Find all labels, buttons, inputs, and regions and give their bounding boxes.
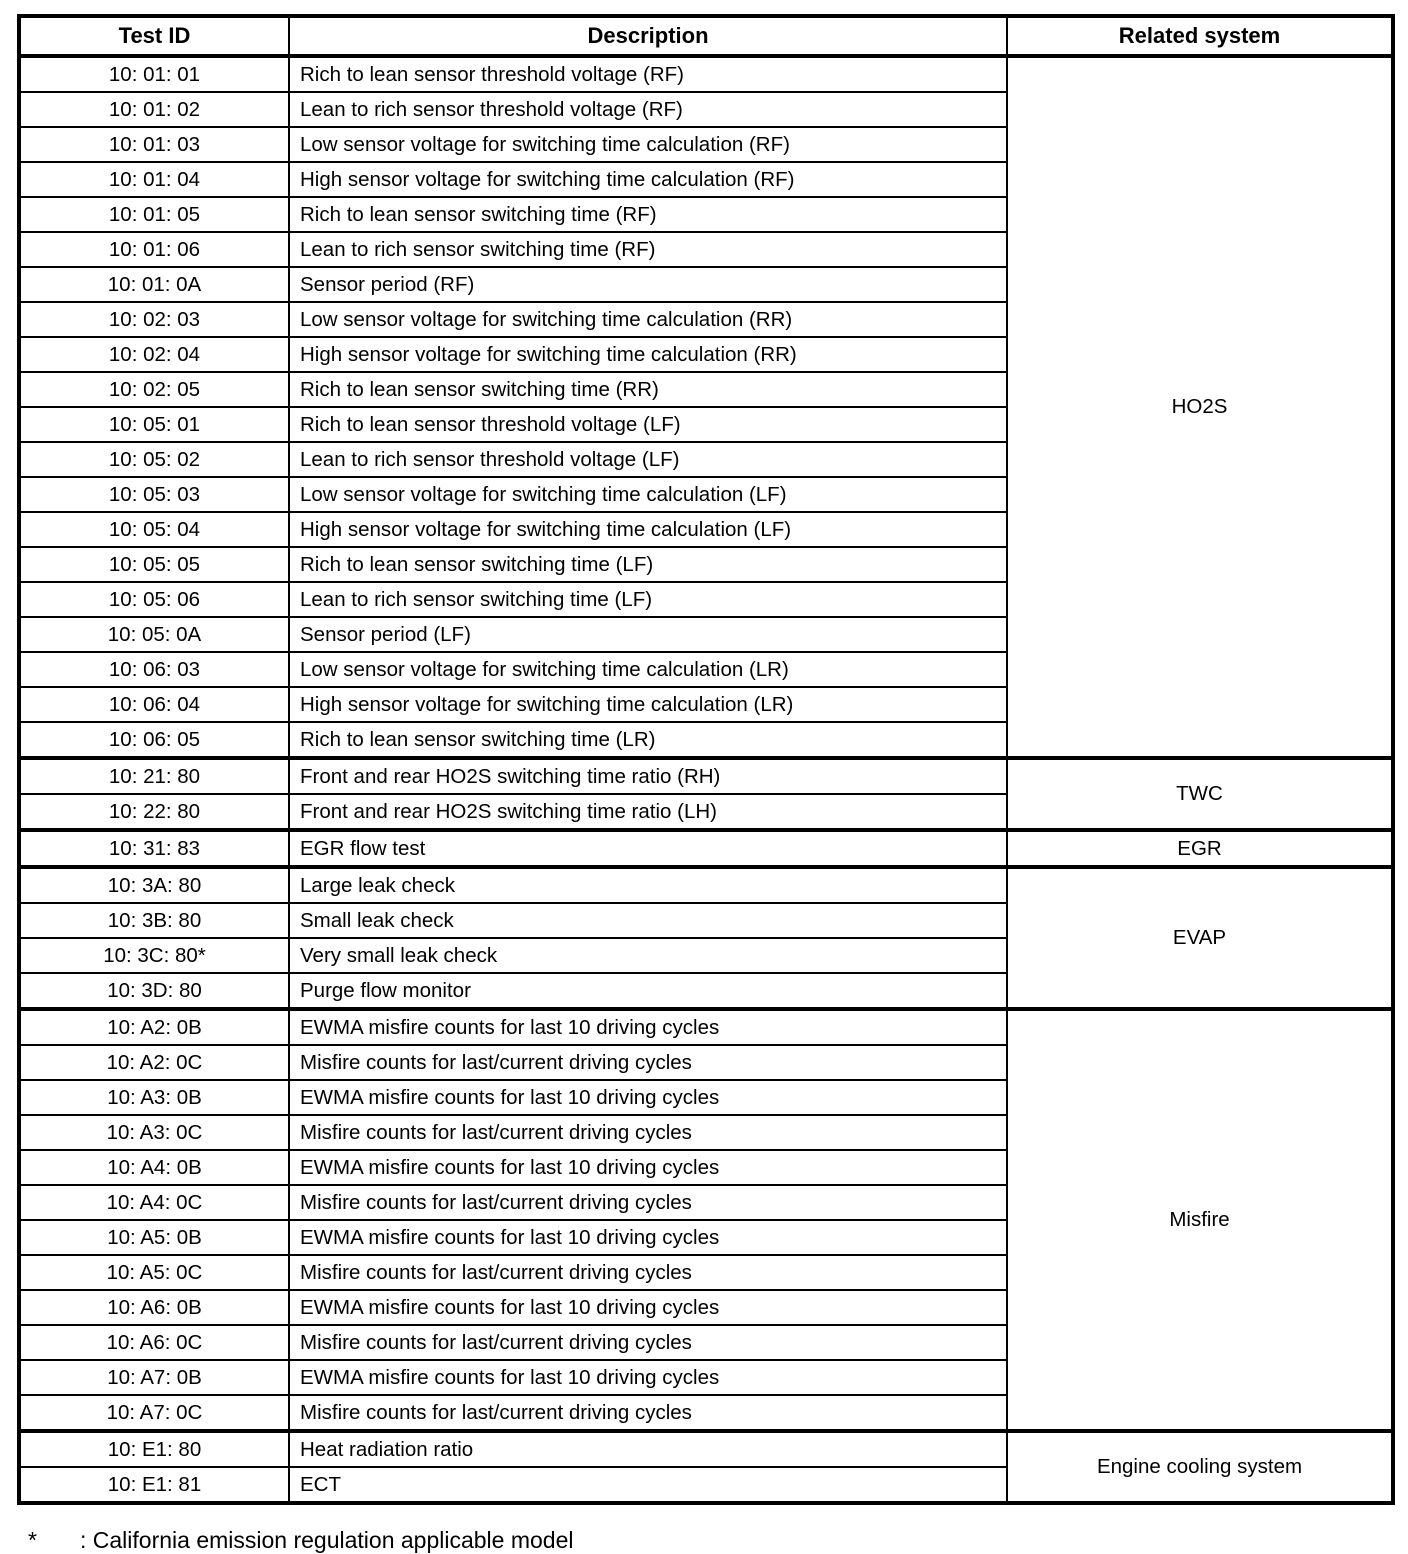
test-id-cell: 10: 06: 03 <box>19 652 289 687</box>
test-id-cell: 10: 05: 03 <box>19 477 289 512</box>
table-row <box>19 867 1393 903</box>
test-id-cell: 10: A7: 0C <box>19 1395 289 1431</box>
test-id-cell: 10: 05: 01 <box>19 407 289 442</box>
test-id-cell: 10: 01: 06 <box>19 232 289 267</box>
description-cell: EWMA misfire counts for last 10 driving cycles <box>289 1290 1007 1325</box>
description-cell: EWMA misfire counts for last 10 driving cycles <box>289 1009 1007 1045</box>
description-cell: High sensor voltage for switching time calculation (RR) <box>289 337 1007 372</box>
description-cell: Sensor period (RF) <box>289 267 1007 302</box>
table-header-row <box>19 16 1393 56</box>
test-id-cell: 10: A6: 0B <box>19 1290 289 1325</box>
description-cell: Misfire counts for last/current driving cycles <box>289 1395 1007 1431</box>
description-cell: Lean to rich sensor threshold voltage (LF) <box>289 442 1007 477</box>
related-system-cell: EVAP <box>1007 867 1393 1009</box>
test-id-cell: 10: E1: 80 <box>19 1431 289 1467</box>
description-cell: Rich to lean sensor switching time (LR) <box>289 722 1007 758</box>
related-system-cell: EGR <box>1007 830 1393 867</box>
test-id-cell: 10: A3: 0C <box>19 1115 289 1150</box>
table-row <box>19 1009 1393 1045</box>
table-row <box>19 758 1393 794</box>
test-id-cell: 10: 05: 0A <box>19 617 289 652</box>
description-cell: Very small leak check <box>289 938 1007 973</box>
description-cell: EWMA misfire counts for last 10 driving cycles <box>289 1220 1007 1255</box>
test-id-cell: 10: 06: 04 <box>19 687 289 722</box>
test-id-cell: 10: 3C: 80* <box>19 938 289 973</box>
test-id-cell: 10: 02: 05 <box>19 372 289 407</box>
test-id-cell: 10: 21: 80 <box>19 758 289 794</box>
test-id-cell: 10: 01: 01 <box>19 56 289 92</box>
test-id-cell: 10: A6: 0C <box>19 1325 289 1360</box>
description-cell: Sensor period (LF) <box>289 617 1007 652</box>
description-cell: Front and rear HO2S switching time ratio (LH) <box>289 794 1007 830</box>
test-id-cell: 10: A7: 0B <box>19 1360 289 1395</box>
test-id-cell: 10: 05: 06 <box>19 582 289 617</box>
description-cell: Misfire counts for last/current driving cycles <box>289 1115 1007 1150</box>
description-cell: EGR flow test <box>289 830 1007 867</box>
description-cell: Heat radiation ratio <box>289 1431 1007 1467</box>
description-cell: Lean to rich sensor switching time (RF) <box>289 232 1007 267</box>
description-cell: Rich to lean sensor switching time (LF) <box>289 547 1007 582</box>
description-cell: EWMA misfire counts for last 10 driving cycles <box>289 1360 1007 1395</box>
test-id-cell: 10: 3D: 80 <box>19 973 289 1009</box>
test-id-cell: 10: 06: 05 <box>19 722 289 758</box>
related-system-cell: HO2S <box>1007 56 1393 758</box>
test-id-cell: 10: A5: 0C <box>19 1255 289 1290</box>
description-cell: Front and rear HO2S switching time ratio (RH) <box>289 758 1007 794</box>
description-cell: Purge flow monitor <box>289 973 1007 1009</box>
description-cell: Rich to lean sensor switching time (RF) <box>289 197 1007 232</box>
test-id-cell: 10: 02: 04 <box>19 337 289 372</box>
description-cell: Low sensor voltage for switching time calculation (LR) <box>289 652 1007 687</box>
description-cell: ECT <box>289 1467 1007 1503</box>
test-id-cell: 10: A5: 0B <box>19 1220 289 1255</box>
description-cell: EWMA misfire counts for last 10 driving cycles <box>289 1150 1007 1185</box>
test-id-cell: 10: 01: 02 <box>19 92 289 127</box>
obd-test-id-table <box>17 14 1395 1505</box>
footnote-asterisk: * <box>28 1527 37 1553</box>
test-id-cell: 10: A4: 0B <box>19 1150 289 1185</box>
description-cell: Rich to lean sensor threshold voltage (LF) <box>289 407 1007 442</box>
table-row <box>19 830 1393 867</box>
test-id-cell: 10: 01: 05 <box>19 197 289 232</box>
test-id-cell: 10: 31: 83 <box>19 830 289 867</box>
related-system-cell: Misfire <box>1007 1009 1393 1431</box>
description-cell: Misfire counts for last/current driving cycles <box>289 1325 1007 1360</box>
description-cell: EWMA misfire counts for last 10 driving cycles <box>289 1080 1007 1115</box>
test-id-cell: 10: A2: 0B <box>19 1009 289 1045</box>
description-cell: High sensor voltage for switching time calculation (LR) <box>289 687 1007 722</box>
test-id-cell: 10: 3B: 80 <box>19 903 289 938</box>
description-cell: Large leak check <box>289 867 1007 903</box>
test-id-cell: 10: A2: 0C <box>19 1045 289 1080</box>
table-row <box>19 56 1393 92</box>
test-id-cell: 10: 02: 03 <box>19 302 289 337</box>
footnote-text: : California emission regulation applicable model <box>80 1527 574 1553</box>
description-cell: Rich to lean sensor threshold voltage (RF) <box>289 56 1007 92</box>
description-cell: Misfire counts for last/current driving cycles <box>289 1255 1007 1290</box>
test-id-cell: 10: 05: 02 <box>19 442 289 477</box>
test-id-cell: 10: 05: 05 <box>19 547 289 582</box>
description-cell: Small leak check <box>289 903 1007 938</box>
description-cell: Misfire counts for last/current driving cycles <box>289 1185 1007 1220</box>
test-id-cell: 10: 3A: 80 <box>19 867 289 903</box>
related-system-cell: TWC <box>1007 758 1393 830</box>
related-system-cell: Engine cooling system <box>1007 1431 1393 1503</box>
test-id-cell: 10: A3: 0B <box>19 1080 289 1115</box>
test-id-cell: 10: 22: 80 <box>19 794 289 830</box>
table-row <box>19 1431 1393 1467</box>
test-id-cell: 10: 01: 0A <box>19 267 289 302</box>
description-cell: Lean to rich sensor threshold voltage (RF) <box>289 92 1007 127</box>
description-cell: High sensor voltage for switching time calculation (LF) <box>289 512 1007 547</box>
test-id-cell: 10: A4: 0C <box>19 1185 289 1220</box>
test-id-cell: 10: 05: 04 <box>19 512 289 547</box>
description-cell: Low sensor voltage for switching time calculation (LF) <box>289 477 1007 512</box>
test-id-cell: 10: 01: 04 <box>19 162 289 197</box>
description-cell: Misfire counts for last/current driving cycles <box>289 1045 1007 1080</box>
column-header-related-system: Related system <box>1007 16 1393 56</box>
description-cell: High sensor voltage for switching time calculation (RF) <box>289 162 1007 197</box>
description-cell: Lean to rich sensor switching time (LF) <box>289 582 1007 617</box>
description-cell: Low sensor voltage for switching time calculation (RR) <box>289 302 1007 337</box>
description-cell: Rich to lean sensor switching time (RR) <box>289 372 1007 407</box>
test-id-cell: 10: 01: 03 <box>19 127 289 162</box>
column-header-test-id: Test ID <box>19 16 289 56</box>
test-id-cell: 10: E1: 81 <box>19 1467 289 1503</box>
description-cell: Low sensor voltage for switching time calculation (RF) <box>289 127 1007 162</box>
column-header-description: Description <box>289 16 1007 56</box>
footnote <box>28 1527 1408 1554</box>
